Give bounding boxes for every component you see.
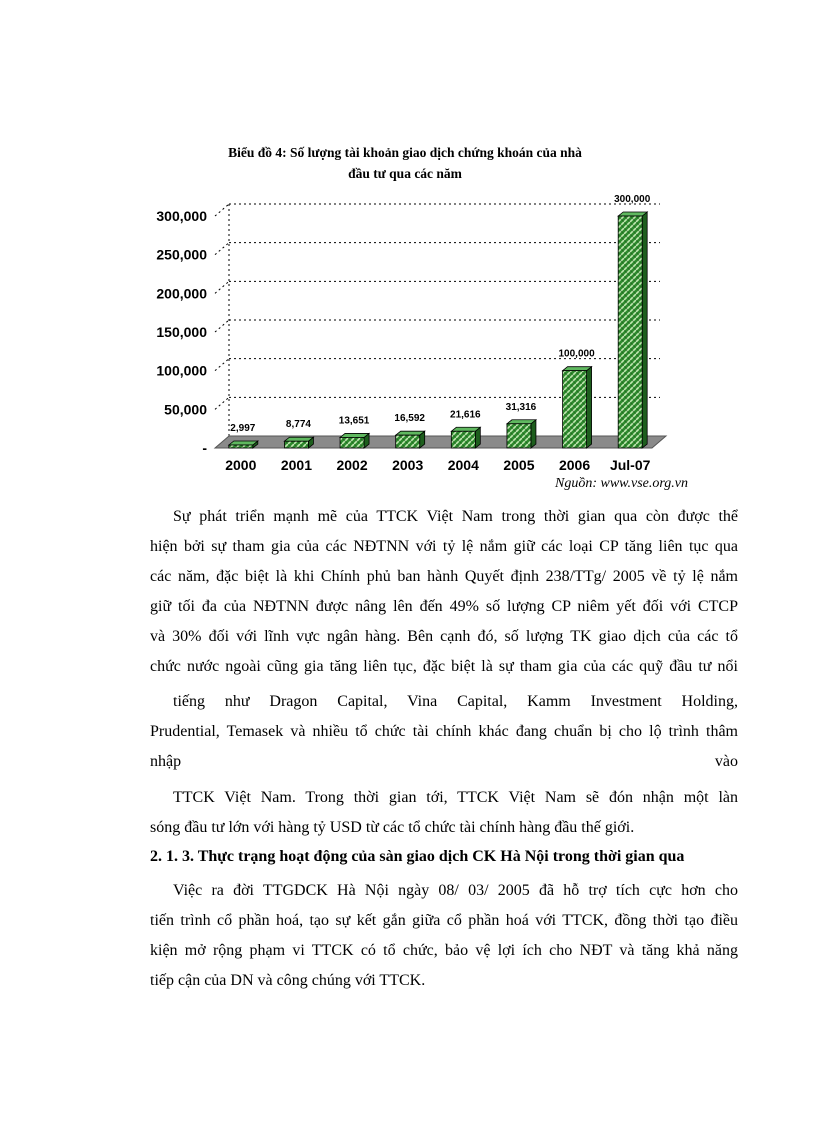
y-tick-label: -	[202, 440, 207, 456]
x-tick-label: 2006	[558, 457, 591, 473]
gridline-diagonal	[215, 204, 229, 216]
paragraph-2	[150, 687, 738, 777]
paragraph-1-line: các năm, đặc biệt là khi Chính phủ ban hành Quyết định 238/TTg/ 2005 về tỷ lệ nắm	[150, 568, 738, 585]
gridline-diagonal	[215, 243, 229, 255]
paragraph-1-line: chức nước ngoài cũng gia tăng liên tục, đặc biệt là sự tham gia của các quỹ đầu tư nổi	[150, 658, 738, 675]
gridline-diagonal	[215, 397, 229, 409]
bar-side	[642, 212, 647, 448]
chart-title-line1: Biểu đồ 4: Số lượng tài khoản giao dịch chứng khoán của nhà	[228, 145, 582, 160]
data-label: 16,592	[394, 413, 425, 425]
paragraph-2-word: vào	[714, 753, 738, 770]
bar-top	[563, 367, 592, 371]
y-tick-label: 100,000	[156, 362, 207, 379]
paragraph-2-word: nhập	[150, 753, 182, 770]
data-label: 300,000	[614, 194, 651, 205]
bar-side	[531, 420, 536, 448]
bar	[284, 441, 308, 448]
data-label: 13,651	[338, 415, 370, 427]
chart-floor	[215, 436, 666, 448]
bar	[396, 435, 420, 448]
bar-top	[284, 437, 313, 441]
paragraph-4-line: tiếp cận của DN và công chúng với TTCK.	[150, 972, 426, 989]
gridline-diagonal	[215, 359, 229, 371]
bar-top	[396, 431, 425, 435]
x-tick-label: 2005	[503, 457, 535, 473]
paragraph-1-line: giữ tối đa của NĐTNN được nâng lên đến 49% số lượng CP niêm yết đối với CTCP	[150, 598, 738, 615]
x-tick-label: 2003	[392, 457, 424, 473]
paragraph-1-line: Sự phát triển mạnh mẽ của TTCK Việt Nam trong thời gian qua còn được thể	[173, 508, 738, 525]
source-note: Nguồn: www.vse.org.vn	[555, 476, 688, 491]
paragraph-2-line: Prudential, Temasek và nhiều tổ chức tài chính khác đang chuẩn bị cho lộ trình thâm	[150, 723, 738, 740]
paragraph-3-line: sóng đầu tư lớn với hàng tỷ USD từ các tổ chức tài chính hàng đầu thế giới.	[150, 819, 635, 836]
bar-top	[451, 427, 480, 431]
x-tick-label: 2000	[225, 457, 257, 473]
bar-top	[229, 441, 258, 445]
paragraph-1-line: hiện bởi sự tham gia của các NĐTNN với tỷ lệ nắm giữ các loại CP tăng liên tục qua	[150, 538, 738, 555]
paragraph-1	[150, 502, 738, 682]
bar	[451, 431, 475, 448]
paragraph-3-line: TTCK Việt Nam. Trong thời gian tới, TTCK Việt Nam sẽ đón nhận một làn	[173, 789, 738, 806]
x-tick-label: 2004	[447, 457, 479, 473]
gridline-diagonal	[215, 281, 229, 293]
bar-top	[618, 212, 647, 216]
paragraph-3	[150, 783, 738, 843]
x-tick-label: 2001	[280, 457, 313, 473]
paragraph-2-line: tiếng như Dragon Capital, Vina Capital, Kamm Investment Holding,	[173, 693, 738, 710]
gridline-diagonal	[215, 320, 229, 332]
data-label: 2,997	[230, 423, 256, 434]
bar	[563, 371, 587, 448]
y-tick-label: 300,000	[156, 208, 207, 224]
y-tick-label: 150,000	[156, 324, 207, 340]
paragraph-4-line: kiện mở rộng phạm vi TTCK có tổ chức, bảo vệ lợi ích cho NĐT và tăng khả năng	[150, 942, 738, 959]
data-label: 31,316	[505, 401, 537, 413]
chart-title-line2: đầu tư qua các năm	[348, 166, 462, 181]
paragraph-4-line: Việc ra đời TTGDCK Hà Nội ngày 08/ 03/ 2005 đã hỗ trợ tích cực hơn cho	[173, 882, 738, 899]
bar-chart	[0, 0, 816, 500]
bar-top	[507, 420, 536, 424]
bar	[229, 445, 253, 448]
data-label: 21,616	[450, 409, 481, 421]
data-label: 8,774	[285, 419, 311, 431]
section-heading: 2. 1. 3. Thực trạng hoạt động của sàn giao dịch CK Hà Nội trong thời gian qua	[150, 848, 685, 865]
data-label: 100,000	[558, 348, 595, 360]
x-tick-label: Jul-07	[609, 457, 651, 473]
bar	[340, 437, 364, 448]
x-tick-label: 2002	[336, 457, 368, 473]
y-tick-label: 250,000	[156, 246, 207, 263]
bar	[618, 216, 642, 448]
paragraph-4-line: tiến trình cổ phần hoá, tạo sự kết gắn giữa cổ phần hoá với TTCK, đồng thời tạo điều	[150, 912, 738, 929]
bar-top	[340, 433, 369, 437]
bar-side	[587, 367, 592, 448]
bar	[507, 424, 531, 448]
paragraph-1-line: và 30% đối với lĩnh vực ngân hàng. Bên cạnh đó, số lượng TK giao dịch của các tổ	[150, 628, 738, 645]
paragraph-2-line	[150, 747, 738, 777]
y-tick-label: 200,000	[156, 285, 207, 302]
y-tick-label: 50,000	[164, 401, 207, 418]
paragraph-4	[150, 876, 738, 996]
